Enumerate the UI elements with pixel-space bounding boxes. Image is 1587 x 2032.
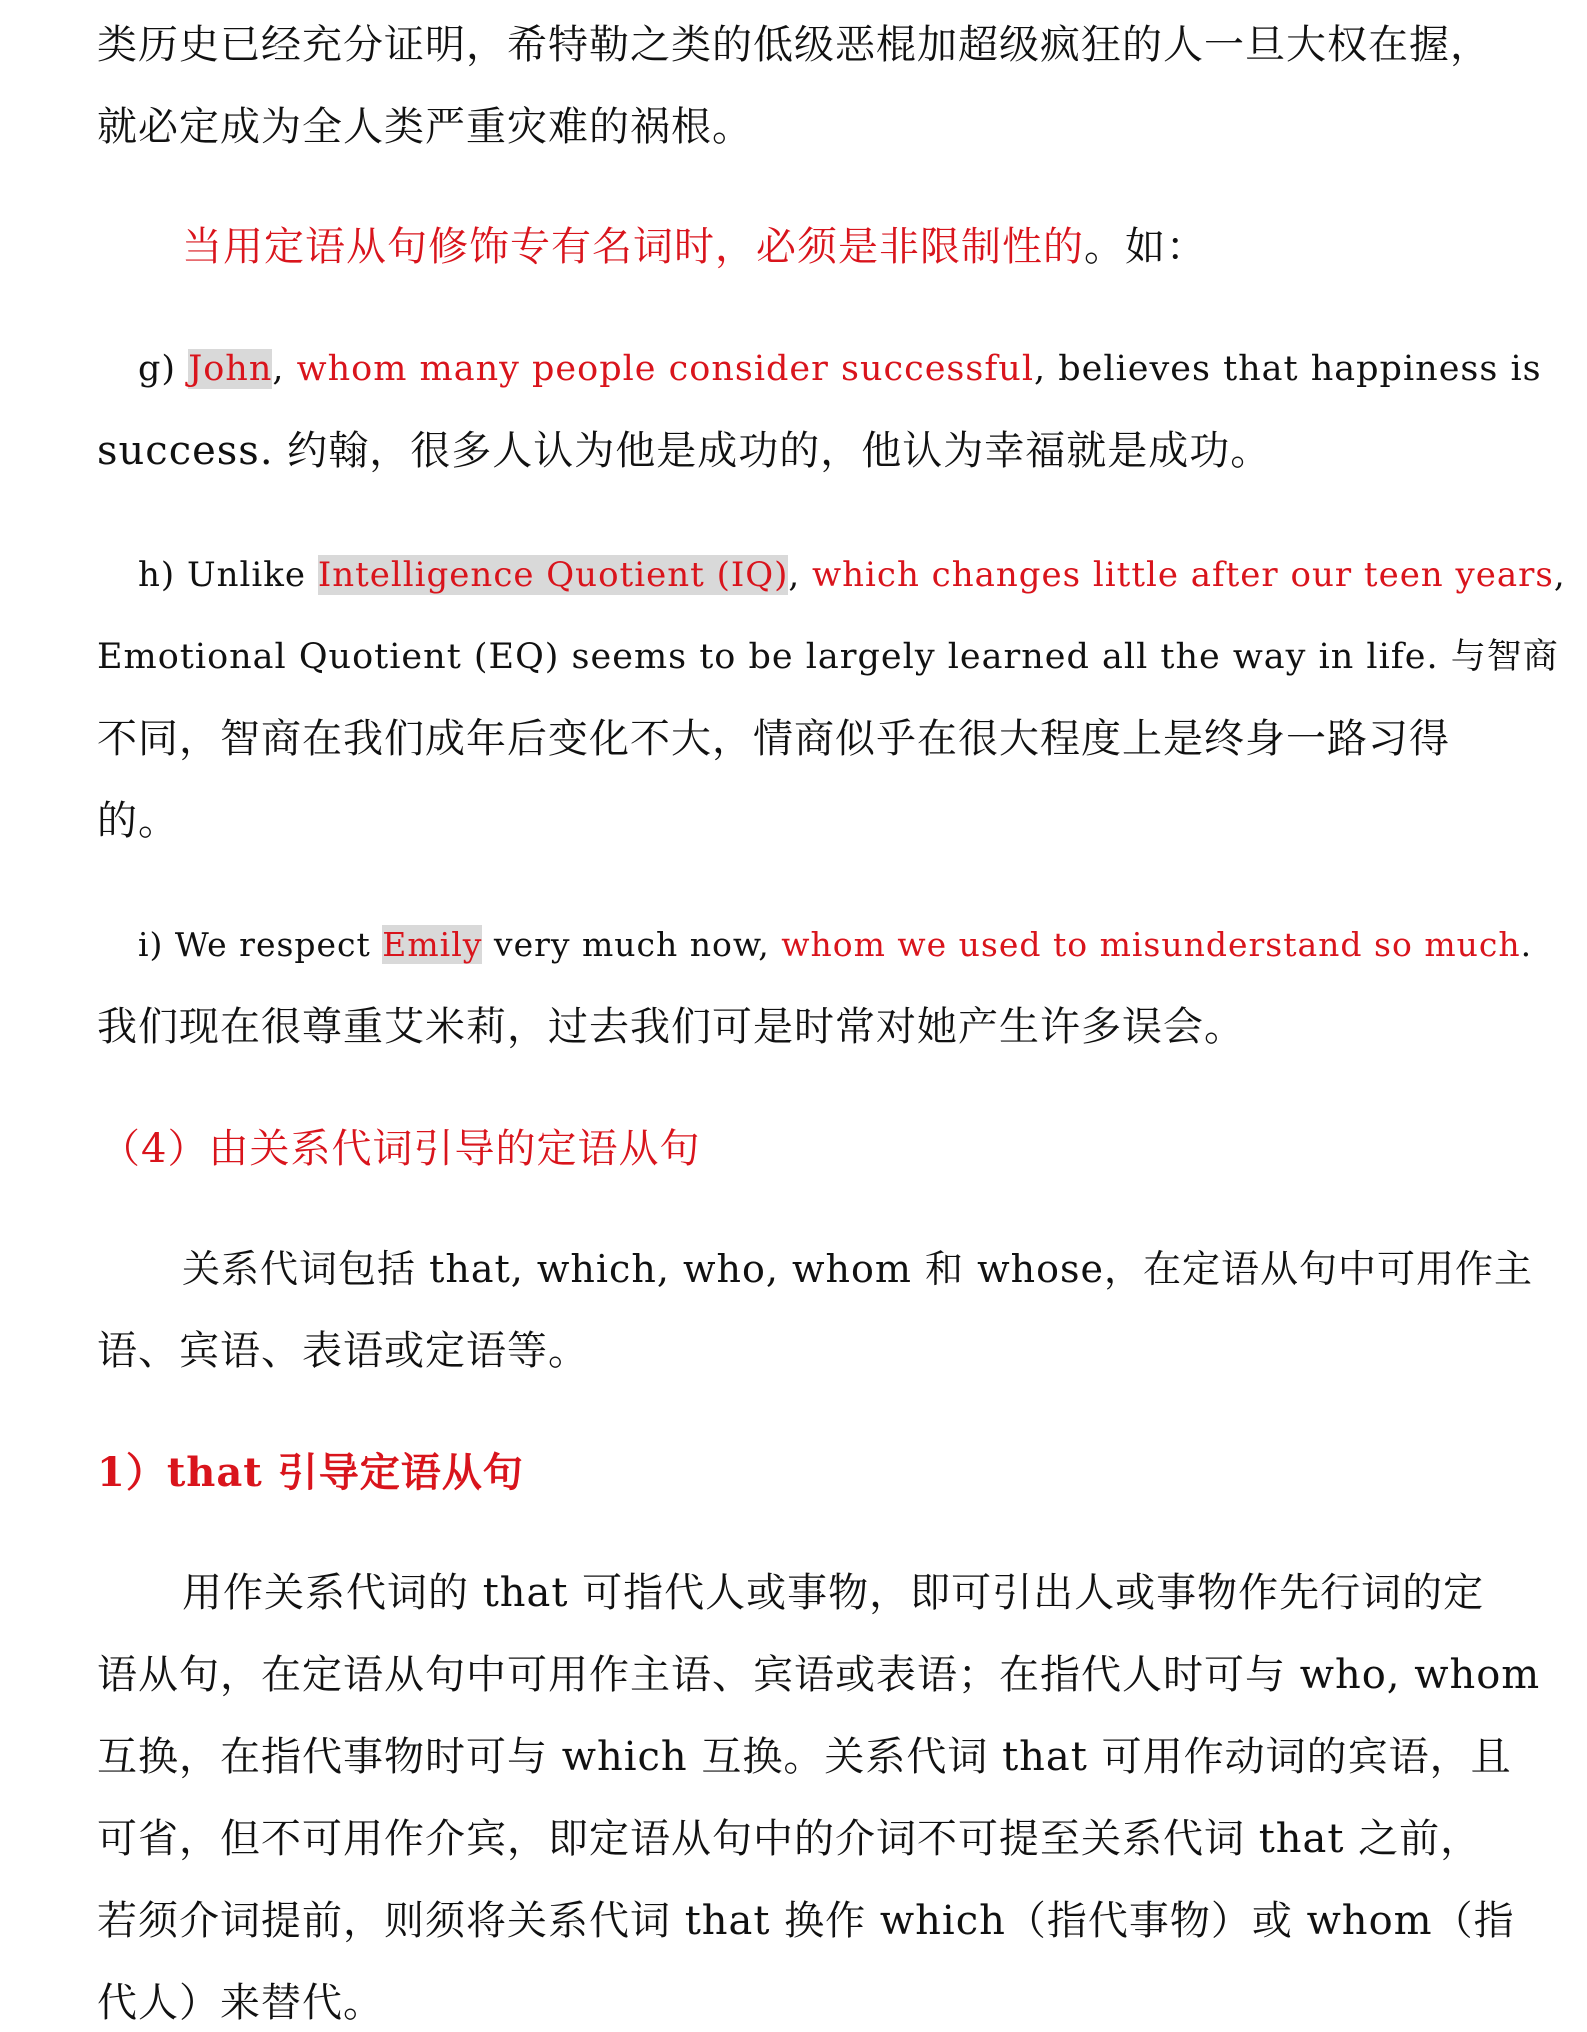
example-i-line-1	[138, 918, 1532, 972]
rule-statement	[182, 220, 1207, 274]
example-g-line-2: success. 约翰，很多人认为他是成功的，他认为幸福就是成功。	[97, 428, 1272, 474]
example-g-antecedent: John	[188, 349, 273, 389]
example-h-marker: h) Unlike	[138, 555, 318, 595]
example-g-line-1	[138, 342, 1542, 396]
example-h-line-3: 不同，智商在我们成年后变化不大，情商似乎在很大程度上是终身一路习得	[97, 716, 1450, 762]
section-4-heading: （4）由关系代词引导的定语从句	[100, 1126, 701, 1172]
example-g-comma: ,	[272, 349, 297, 389]
example-h-line-1	[138, 548, 1566, 602]
example-h-comma-2: ,	[1553, 555, 1566, 595]
rule-tail: 。如：	[1084, 224, 1207, 270]
intro-line-2: 就必定成为全人类严重灾难的祸根。	[97, 104, 753, 150]
example-i-marker: i) We respect	[138, 925, 383, 964]
intro-line-1: 类历史已经充分证明，希特勒之类的低级恶棍加超级疯狂的人一旦大权在握，	[97, 22, 1491, 68]
subsection-1-heading: 1）that 引导定语从句	[97, 1449, 524, 1496]
subsection-1-line-3: 互换，在指代事物时可与 which 互换。关系代词 that 可用作动词的宾语，且	[97, 1734, 1512, 1780]
example-i-period: .	[1520, 925, 1533, 964]
example-h-antecedent: Intelligence Quotient (IQ)	[317, 555, 789, 595]
subsection-1-line-5: 若须介词提前，则须将关系代词 that 换作 which（指代事物）或 whom（指	[97, 1898, 1515, 1944]
rule-red-text: 当用定语从句修饰专有名词时，必须是非限制性的	[182, 224, 1084, 270]
example-i-antecedent: Emily	[382, 925, 483, 964]
example-i-line-2: 我们现在很尊重艾米莉，过去我们可是时常对她产生许多误会。	[97, 1004, 1245, 1050]
section-4-para-line-1: 关系代词包括 that, which, who, whom 和 whose，在定语从句中可用作主	[182, 1247, 1533, 1291]
example-i-middle: very much now,	[482, 925, 782, 964]
example-g-marker: g)	[138, 349, 189, 389]
subsection-1-line-2: 语从句，在定语从句中可用作主语、宾语或表语；在指代人时可与 who, whom	[97, 1652, 1541, 1698]
example-h-clause: which changes little after our teen years	[812, 555, 1554, 595]
example-h-line-4: 的。	[97, 798, 179, 844]
example-g-rest: , believes that happiness is	[1034, 349, 1542, 389]
subsection-1-line-1: 用作关系代词的 that 可指代人或事物，即可引出人或事物作先行词的定	[182, 1570, 1485, 1616]
subsection-1-line-6: 代人）来替代。	[97, 1980, 384, 2026]
example-i-clause: whom we used to misunderstand so much	[781, 925, 1521, 964]
example-g-clause: whom many people consider successful	[296, 349, 1035, 389]
section-4-para-line-2: 语、宾语、表语或定语等。	[97, 1328, 589, 1374]
example-h-line-2: Emotional Quotient (EQ) seems to be largely learned all the way in life. 与智商	[97, 637, 1559, 677]
subsection-1-line-4: 可省，但不可用作介宾，即定语从句中的介词不可提至关系代词 that 之前，	[97, 1816, 1482, 1862]
example-h-comma: ,	[788, 555, 813, 595]
